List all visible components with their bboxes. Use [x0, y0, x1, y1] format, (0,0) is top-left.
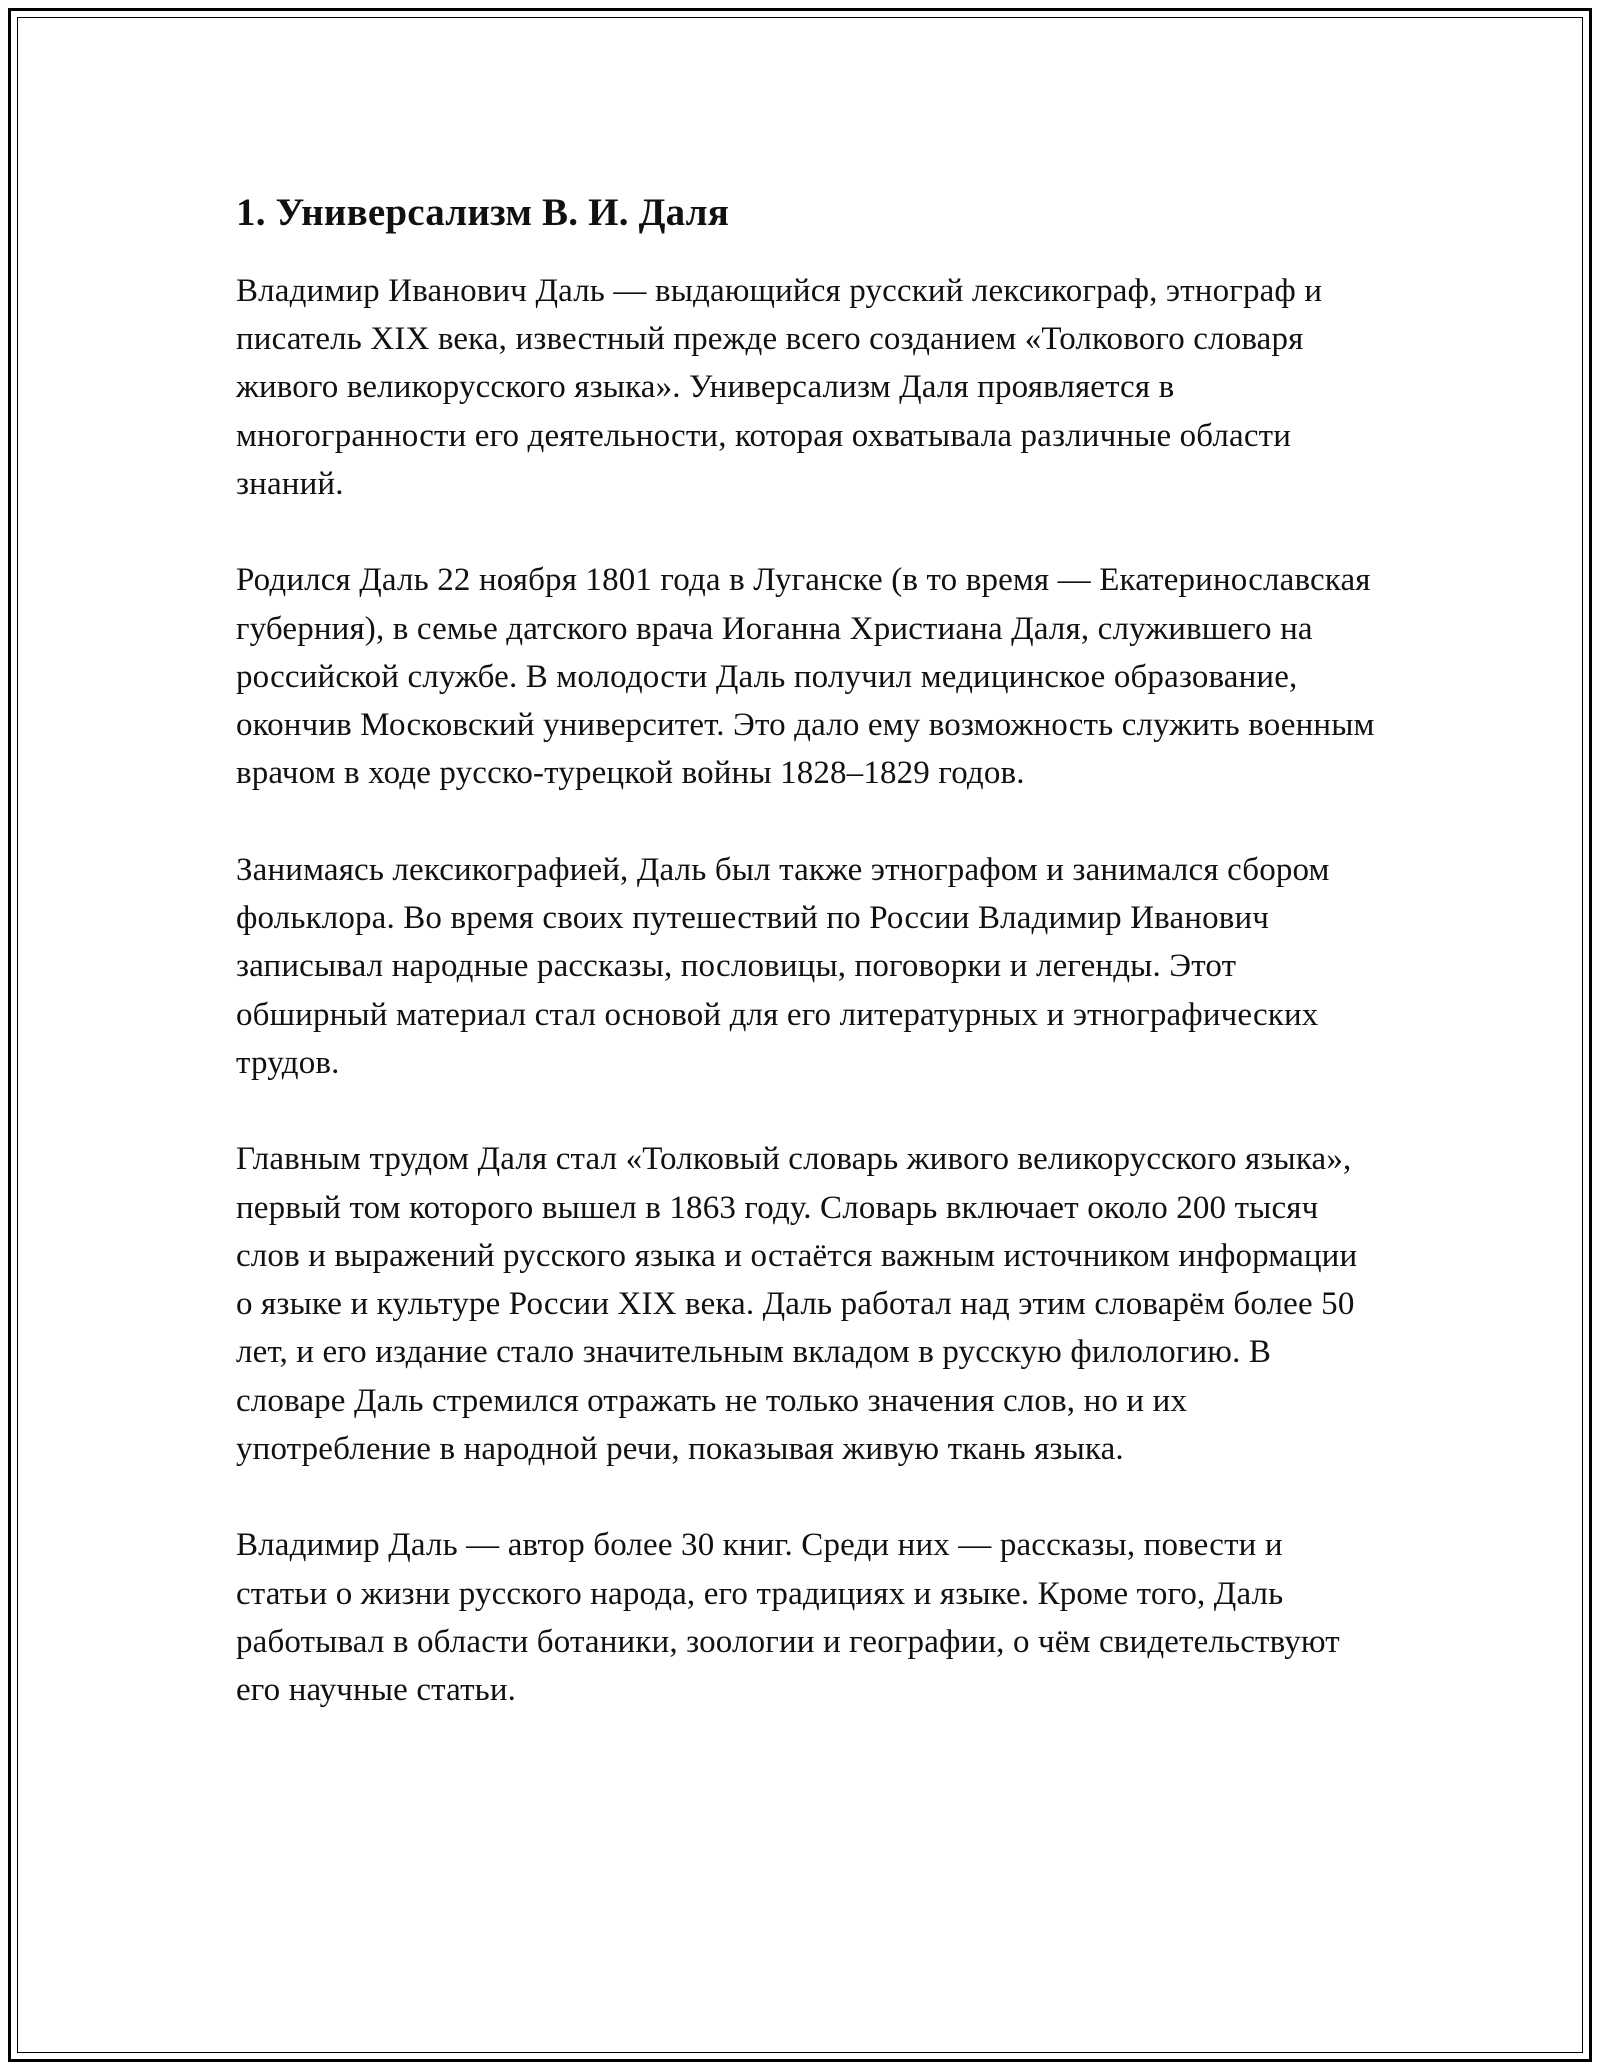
paragraph-ethnography: Занимаясь лексикографией, Даль был также этнографом и занимался сбором фольклора. Во время своих путешествий по России Владимир Иванович записывал народные рассказы, пословицы, поговорки и легенды. Этот обширный материал стал основой для его литературных и этнографических трудов.: [236, 851, 1330, 1081]
paragraph-works: Владимир Даль — автор более 30 книг. Среди них — рассказы, повести и статьи о жизни русского народа, его традициях и языке. Кроме того, Даль работывал в области ботаники, зоологии и географии, о чём свидетельствуют его научные статьи.: [236, 1527, 1340, 1709]
paragraph-intro: Владимир Иванович Даль — выдающийся русский лексикограф, этнограф и писатель XIX века, известный прежде всего созданием «Толкового словаря живого великорусского языка». Универсализм Даля проявляется в многогранности его деятельности, которая охватывала различные области знаний.: [236, 272, 1323, 502]
paragraph-dictionary: Главным трудом Даля стал «Толковый словарь живого великорусского языка», первый том которого вышел в 1863 году. Словарь включает около 200 тысяч слов и выражений русского языка и остаётся важным источником информации о языке и культуре России XIX века. Даль работал над этим словарём более 50 лет, и его издание стало значительным вкладом в русскую филологию. В словаре Даль стремился отражать не только значения слов, но и их употребление в народной речи, показывая живую ткань языка.: [236, 1141, 1358, 1468]
section-heading: 1. Универсализм В. И. Даля: [236, 191, 730, 234]
document-body: [236, 190, 1376, 1763]
paragraph-biography: Родился Даль 22 ноября 1801 года в Луганске (в то время — Екатеринославская губерния), в семье датского врача Иоганна Христиана Даля, служившего на российской службе. В молодости Даль получил медицинское образование, окончив Московский университет. Это дало ему возможность служить военным врачом в ходе русско-турецкой войны 1828–1829 годов.: [236, 562, 1375, 792]
